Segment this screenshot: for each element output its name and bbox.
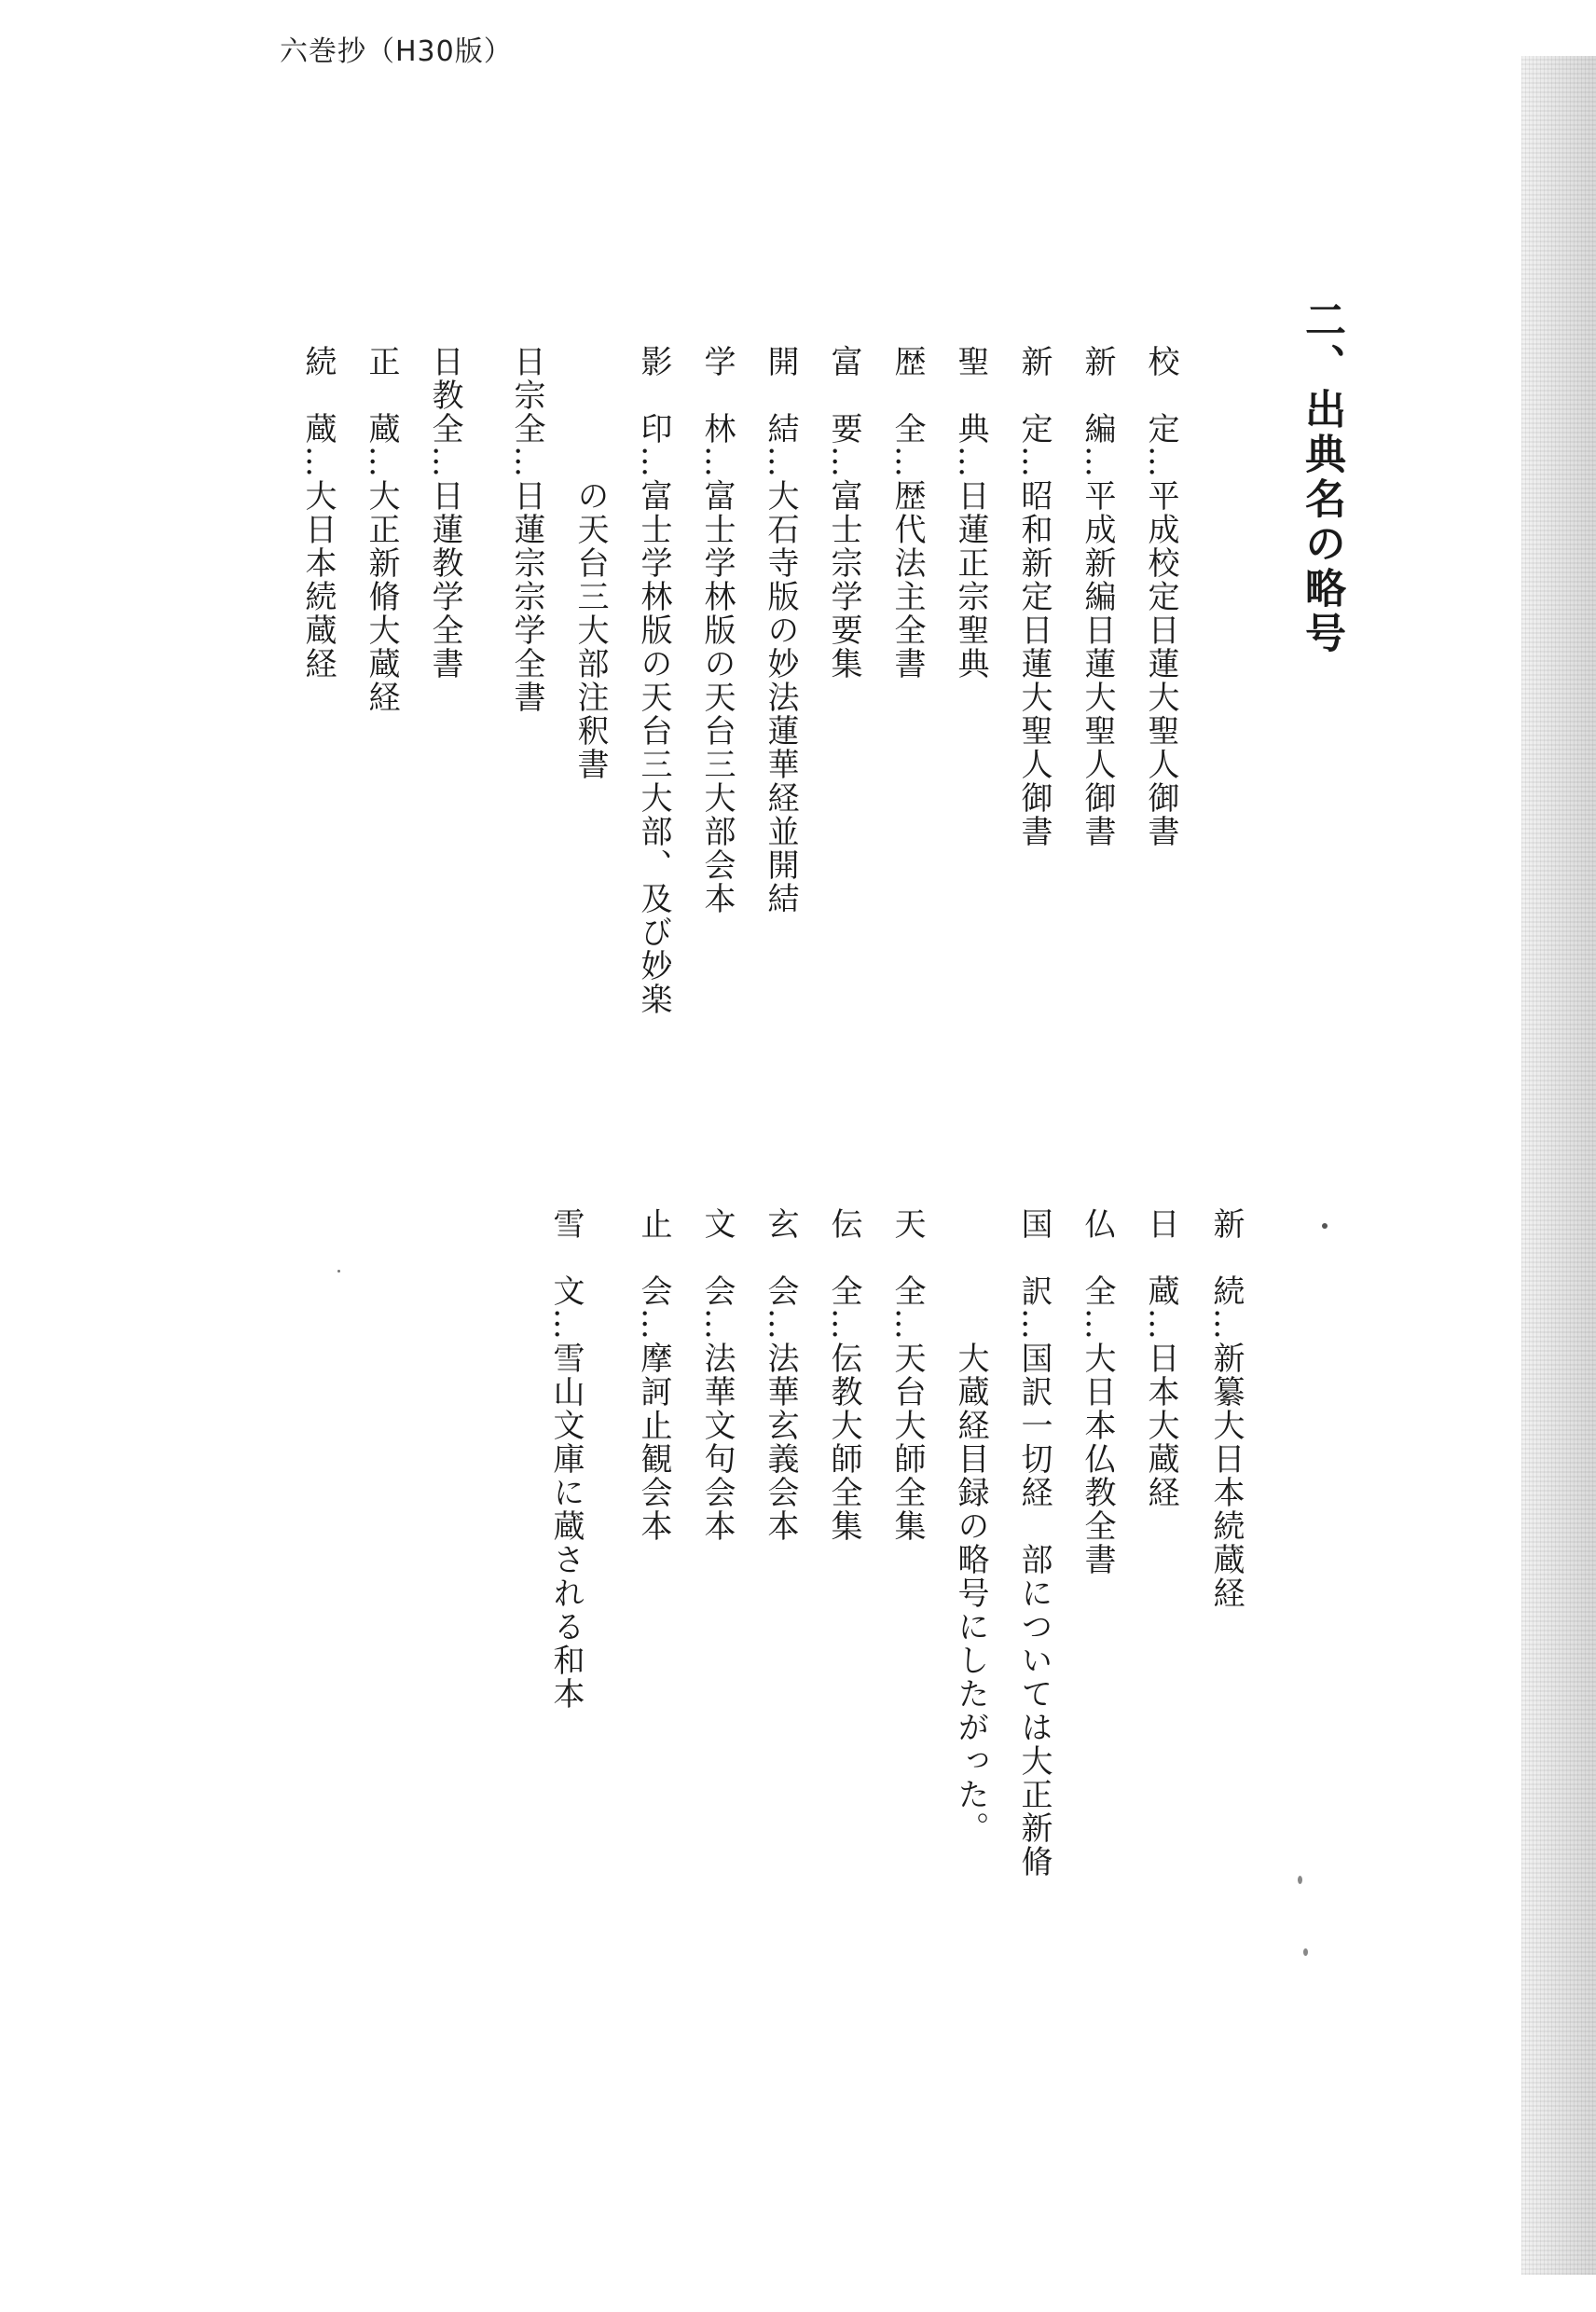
lower-entry-1: 新 続…新纂大日本続蔵経 — [1207, 1207, 1245, 1610]
lower-entry-7: 玄 会…法華玄義会本 — [762, 1207, 799, 1543]
scan-speck — [1303, 1948, 1308, 1956]
upper-entry-7: 開 結…大石寺版の妙法蓮華経並開結 — [762, 345, 799, 915]
upper-entry-8: 学 林…富士学林版の天台三大部会本 — [698, 345, 736, 915]
upper-entry-10: 日宗全…日蓮宗宗学全書 — [508, 345, 545, 714]
scan-speck — [1322, 1223, 1328, 1229]
lower-entry-5: 天 全…天台大師全集 — [888, 1207, 926, 1543]
lower-entry-9: 止 会…摩訶止観会本 — [635, 1207, 672, 1543]
upper-entry-3: 新 定…昭和新定日蓮大聖人御書 — [1015, 345, 1053, 848]
upper-entry-2: 新 編…平成新編日蓮大聖人御書 — [1079, 345, 1116, 848]
lower-entry-6: 伝 全…伝教大師全集 — [825, 1207, 862, 1543]
upper-entry-9: 影 印…富士学林版の天台三大部、及び妙楽 — [635, 345, 672, 1016]
lower-entry-10: 雪 文…雪山文庫に蔵される和本 — [547, 1207, 585, 1711]
scan-edge-shadow — [1521, 56, 1596, 2275]
scan-speck — [1298, 1876, 1302, 1884]
upper-entry-6: 富 要…富士宗学要集 — [825, 345, 862, 681]
upper-entry-12: 正 蔵…大正新脩大蔵経 — [363, 345, 400, 714]
upper-entry-4: 聖 典…日蓮正宗聖典 — [952, 345, 989, 681]
running-header: 六巻抄（H30版） — [280, 35, 513, 68]
upper-entry-11: 日教全…日蓮教学全書 — [426, 345, 463, 681]
scan-speck — [337, 1270, 340, 1273]
upper-entry-5: 歴 全…歴代法主全書 — [888, 345, 926, 681]
upper-entry-1: 校 定…平成校定日蓮大聖人御書 — [1142, 345, 1179, 848]
upper-entry-13: 続 蔵…大日本続蔵経 — [299, 345, 337, 681]
lower-entry-4: 国 訳…国訳一切経 部については大正新脩 — [1015, 1207, 1053, 1878]
lower-entry-3: 仏 全…大日本仏教全書 — [1079, 1207, 1116, 1576]
lower-entry-4-continued: 大蔵経目録の略号にしたがった。 — [952, 1207, 989, 1845]
lower-entry-8: 文 会…法華文句会本 — [698, 1207, 736, 1543]
upper-entry-9-continued: の天台三大部注釈書 — [571, 345, 609, 781]
section-title: 二、出典名の略号 — [1298, 298, 1345, 656]
lower-entry-2: 日 蔵…日本大蔵経 — [1142, 1207, 1179, 1509]
